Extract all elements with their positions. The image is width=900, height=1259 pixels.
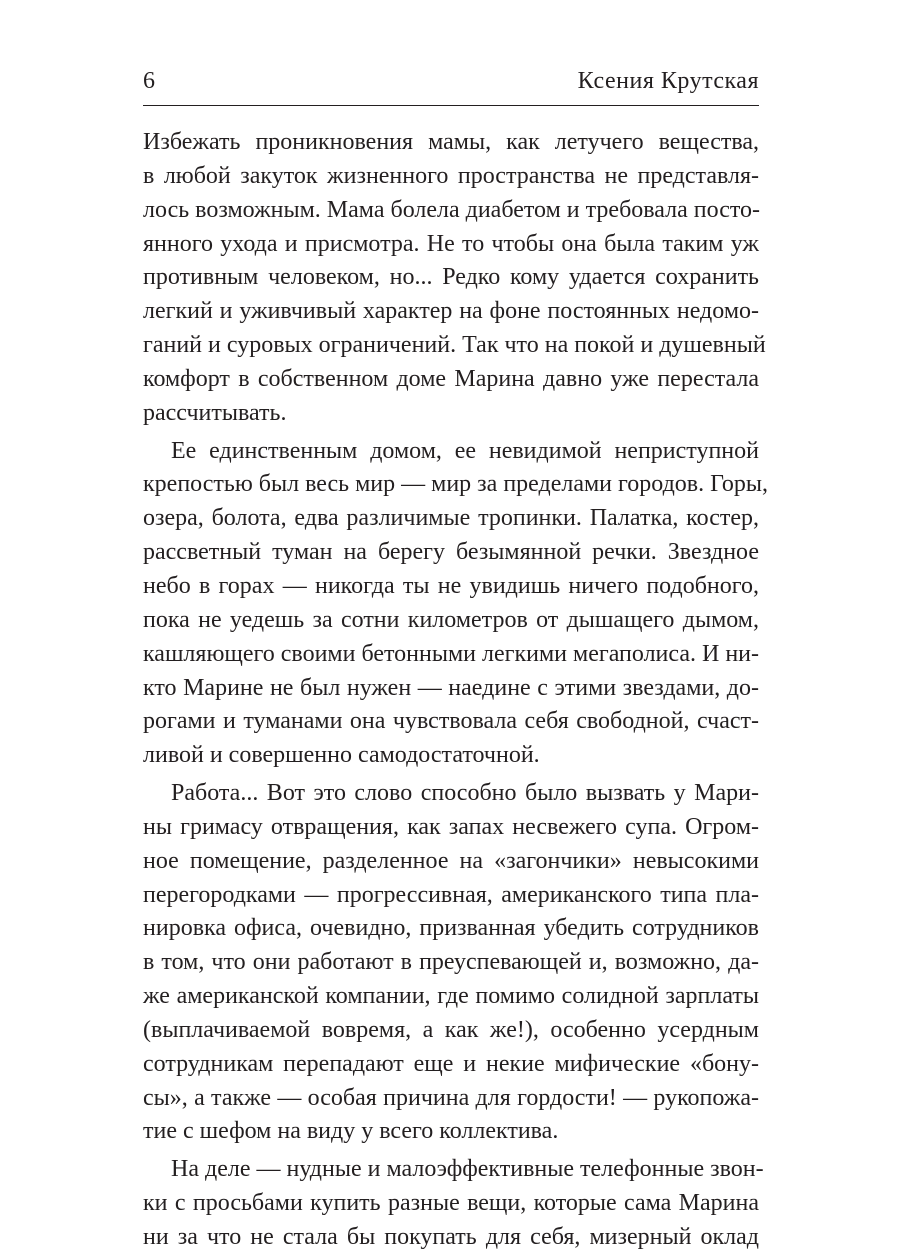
text-line: ное помещение, разделенное на «загончики» невысокими xyxy=(143,847,759,874)
text-line: пока не уедешь за сотни километров от дышащего дымом, xyxy=(143,606,759,633)
text-line: перегородками — прогрессивная, американского типа пла- xyxy=(143,881,759,908)
text-line: рассветный туман на берегу безымянной речки. Звездное xyxy=(143,539,759,566)
paragraph xyxy=(143,126,766,431)
text-line: ганий и суровых ограничений. Так что на покой и душевный xyxy=(143,332,766,359)
text-line: крепостью был весь мир — мир за пределами городов. Горы, xyxy=(143,471,769,498)
text-line: ни за что не стала бы покупать для себя, мизерный оклад xyxy=(143,1224,759,1250)
text-line: кашляющего своими бетонными легкими мегаполиса. И ни- xyxy=(143,640,759,667)
text-line: в любой закуток жизненного пространства не представля- xyxy=(143,162,759,189)
header-divider xyxy=(143,105,759,106)
text-line: янного ухода и присмотра. Не то чтобы она была таким уж xyxy=(143,230,759,257)
text-line: Ее единственным домом, ее невидимой неприступной xyxy=(171,437,759,464)
text-line: рассчитывать. xyxy=(143,399,287,426)
text-line: рогами и туманами она чувствовала себя свободной, счаст- xyxy=(143,708,759,735)
text-line: ны гримасу отвращения, как запах несвежего супа. Огром- xyxy=(143,813,759,840)
text-line: ливой и совершенно самодостаточной. xyxy=(143,742,540,769)
text-line: в том, что они работают в преуспевающей и, возможно, да- xyxy=(143,949,759,976)
text-line: сы», а также — особая причина для гордости! — рукопожа- xyxy=(143,1084,759,1111)
text-line: легкий и уживчивый характер на фоне постоянных недомо- xyxy=(143,298,759,325)
text-line: озера, болота, едва различимые тропинки. Палатка, костер, xyxy=(143,505,759,532)
text-line: На деле — нудные и малоэффективные телефонные звон- xyxy=(171,1156,764,1183)
text-line: противным человеком, но... Редко кому удается сохранить xyxy=(143,264,759,291)
paragraph xyxy=(143,1153,764,1255)
text-line: кто Марине не был нужен — наедине с этими звездами, до- xyxy=(143,674,759,701)
paragraph xyxy=(143,777,759,1149)
text-line: (выплачиваемой вовремя, а как же!), особенно усердным xyxy=(143,1016,759,1043)
body-text xyxy=(143,126,769,1259)
text-line: нировка офиса, очевидно, призванная убедить сотрудников xyxy=(143,915,759,942)
text-line: лось возможным. Мама болела диабетом и требовала посто- xyxy=(143,196,761,223)
text-line: небо в горах — никогда ты не увидишь ничего подобного, xyxy=(143,572,759,599)
text-line: Работа... Вот это слово способно было вызвать у Мари- xyxy=(171,780,759,807)
text-line: комфорт в собственном доме Марина давно уже перестала xyxy=(143,365,759,392)
text-line: тие с шефом на виду у всего коллектива. xyxy=(143,1118,559,1145)
text-line: же американской компании, где помимо солидной зарплаты xyxy=(143,983,759,1010)
running-head-author: Ксения Крутская xyxy=(577,68,759,94)
page-header xyxy=(143,66,759,106)
text-line: сотрудникам перепадают еще и некие мифические «бону- xyxy=(143,1050,759,1077)
page-number: 6 xyxy=(143,68,155,94)
text-line: ки с просьбами купить разные вещи, которые сама Марина xyxy=(143,1190,759,1217)
paragraph xyxy=(143,435,769,773)
text-line: Избежать проникновения мамы, как летучего вещества, xyxy=(143,129,759,155)
